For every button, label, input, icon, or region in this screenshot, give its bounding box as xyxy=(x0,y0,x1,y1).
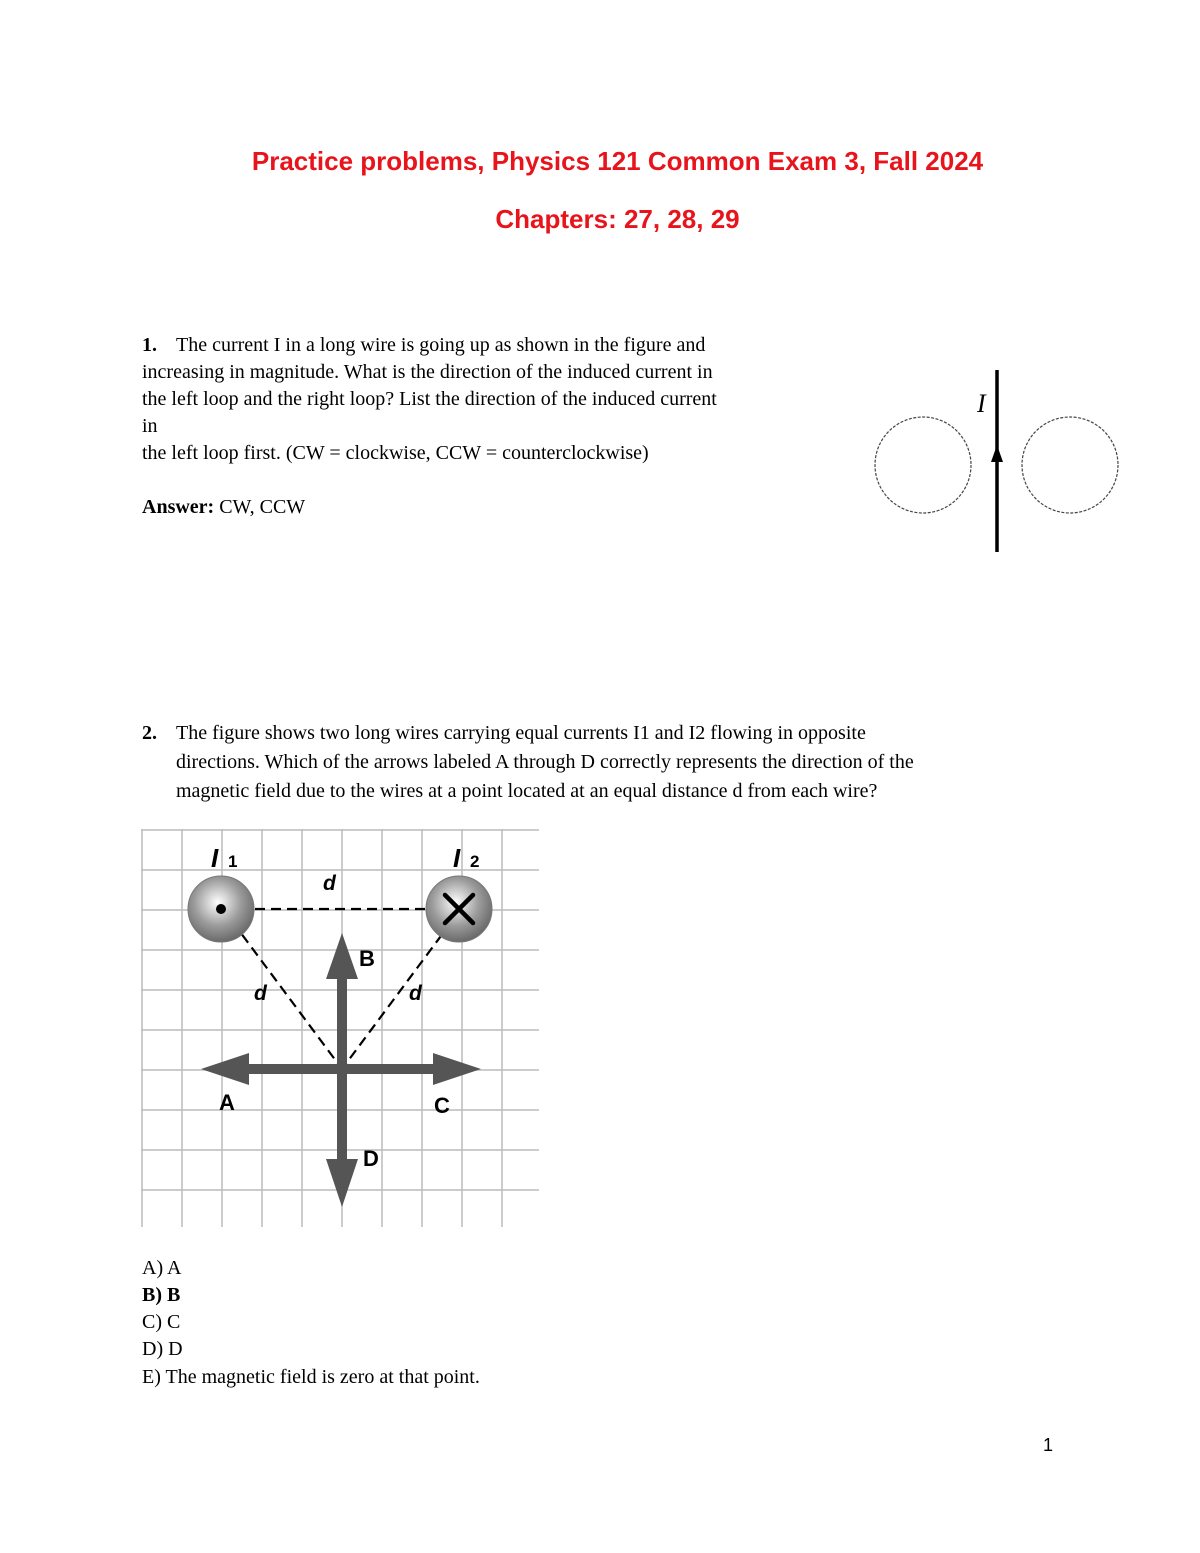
arrow-c-shaft xyxy=(342,1064,443,1074)
choice-text: D xyxy=(168,1338,183,1360)
arrow-c-label: C xyxy=(434,1093,450,1118)
i1-subscript: 1 xyxy=(228,852,238,871)
arrow-a-label: A xyxy=(219,1090,235,1115)
arrow-d-label: D xyxy=(363,1146,379,1171)
page-number: 1 xyxy=(1043,1435,1054,1455)
arrow-a-shaft xyxy=(241,1064,342,1074)
q2-figure xyxy=(141,829,541,1227)
choice-e xyxy=(142,1366,480,1389)
current-label: I xyxy=(977,389,986,418)
q2-line: directions. Which of the arrows labeled A through D correctly represents the direction of the xyxy=(176,751,914,773)
chapters-subtitle: Chapters: 27, 28, 29 xyxy=(495,204,740,234)
d-label-right: d xyxy=(409,982,422,1005)
q1-line: the left loop first. (CW = clockwise, CCW = counterclockwise) xyxy=(142,442,649,464)
q1-text xyxy=(142,332,842,467)
q1-line: The current I in a long wire is going up as shown in the figure and xyxy=(176,334,706,356)
q1-number: 1. xyxy=(142,334,157,356)
i1-label: I xyxy=(211,843,219,873)
q2-line: magnetic field due to the wires at a point located at an equal distance d from each wire? xyxy=(176,780,878,802)
q1-line: in xyxy=(142,415,158,437)
choice-label: D) xyxy=(142,1338,164,1360)
q1-line: increasing in magnitude. What is the direction of the induced current in xyxy=(142,361,713,383)
q1-answer xyxy=(142,494,305,521)
i2-label: I xyxy=(453,843,461,873)
choice-text: C xyxy=(167,1311,181,1333)
arrow-d-head xyxy=(326,1159,358,1207)
d-label-top: d xyxy=(323,872,336,895)
q2-number: 2. xyxy=(142,722,157,744)
choice-label: C) xyxy=(142,1311,162,1333)
arrow-a-head xyxy=(201,1053,249,1085)
choice-b xyxy=(142,1284,180,1307)
answer-value: CW, CCW xyxy=(219,496,306,518)
answer-label: Answer: xyxy=(142,496,215,518)
choice-a xyxy=(142,1257,181,1280)
d-label-left: d xyxy=(254,982,267,1005)
q1-line: the left loop and the right loop? List the direction of the induced current xyxy=(142,388,717,410)
left-loop xyxy=(875,417,971,513)
choice-label: E) xyxy=(142,1366,161,1388)
choice-c xyxy=(142,1311,180,1334)
choice-d xyxy=(142,1338,183,1361)
arrow-b-head xyxy=(326,933,358,979)
q1-figure xyxy=(865,365,1125,565)
choice-text: B xyxy=(167,1284,181,1306)
current-out-icon xyxy=(216,904,226,914)
arrow-b-label: B xyxy=(359,946,375,971)
q2-text xyxy=(176,719,1076,806)
q2-line: The figure shows two long wires carrying equal currents I1 and I2 flowing in opposite xyxy=(176,722,866,744)
right-loop xyxy=(1022,417,1118,513)
arrow-c-head xyxy=(433,1053,481,1085)
current-arrow-icon xyxy=(991,445,1003,462)
choice-text: A xyxy=(167,1257,182,1279)
i2-subscript: 2 xyxy=(470,852,480,871)
field-arrows xyxy=(201,933,481,1207)
choice-label: B) xyxy=(142,1284,162,1306)
page-title: Practice problems, Physics 121 Common Exam 3, Fall 2024 xyxy=(251,146,984,176)
choice-label: A) xyxy=(142,1257,164,1279)
choice-text: The magnetic field is zero at that point. xyxy=(165,1366,480,1388)
